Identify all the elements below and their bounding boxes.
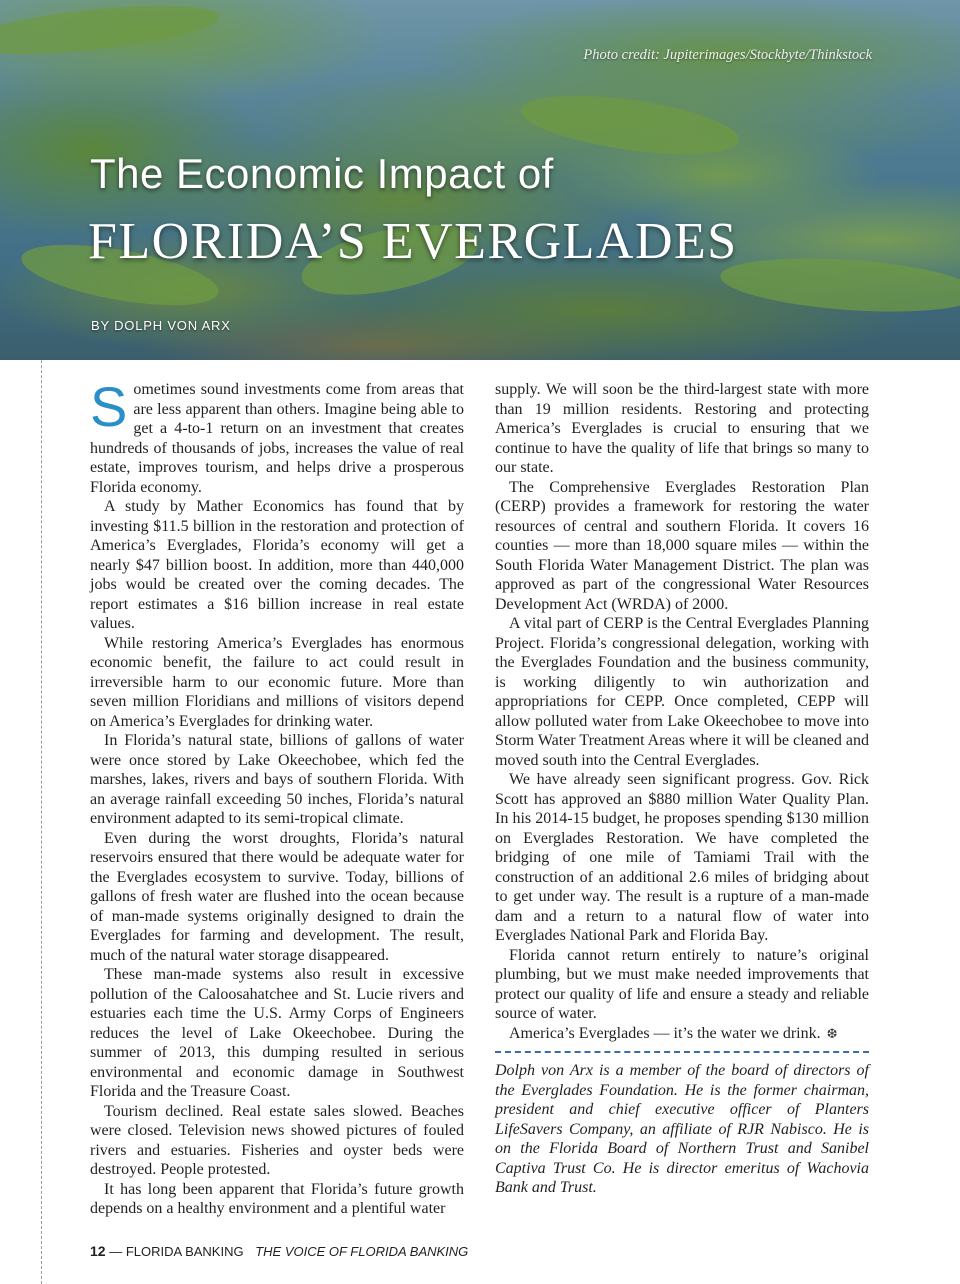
page-number: 12 — [90, 1243, 106, 1259]
article-paragraph: Tourism declined. Real estate sales slowed. Beaches were closed. Television news showed pictures of fouled rivers and estuaries. Fisheries and oyster beds were destroyed. People protested. — [90, 1102, 464, 1178]
article-paragraph: Sometimes sound investments come from areas that are less apparent than others. Imagine being able to get a 4-to-1 return on an investment that creates hundreds of thousands of jobs, increases the value of real estate, improves tourism, and helps drive a prosperous Florida economy. — [90, 375, 464, 496]
magazine-name: FLORIDA BANKING — [125, 1244, 244, 1259]
magazine-tagline: THE VOICE OF FLORIDA BANKING — [255, 1244, 469, 1259]
page-footer — [90, 1243, 468, 1259]
page-title: FLORIDA’S EVERGLADES — [88, 213, 738, 270]
byline: BY DOLPH VON ARX — [91, 318, 231, 333]
article-paragraph: In Florida’s natural state, billions of gallons of water were once stored by Lake Okeechobee, which fed the marshes, lakes, rivers and bays of southern Florida. With an average rainfall exceeding 50 inches, Florida’s natural environment adapted to its semi-tropical climate. — [90, 732, 464, 827]
article-paragraph: Florida cannot return entirely to nature’s original plumbing, but we must make needed improvements that protect our quality of life and ensure a steady and reliable source of water. — [495, 946, 869, 1022]
title-kicker: The Economic Impact of — [90, 150, 554, 197]
article-paragraph: It has long been apparent that Florida’s future growth depends on a healthy environment and a plentiful water — [90, 1180, 464, 1217]
article-paragraph: We have already seen significant progress. Gov. Rick Scott has approved an $880 million Water Quality Plan. In his 2014-15 budget, he proposes spending $130 million on Everglades Restoration. We have completed the bridging of one mile of Tamiami Trail with the construction of an additional 2.6 miles of bridging about to get under way. The result is a rupture of a man-made dam and a return to a natural flow of water into Everglades National Park and Florida Bay. — [495, 771, 869, 944]
article-paragraph: The Comprehensive Everglades Restoration Plan (CERP) provides a framework for restoring the water resources of central and southern Florida. It covers 16 counties — more than 18,000 square miles — within the South Florida Water Management District. The plan was approved as part of the congressional Water Resources Development Act (WRDA) of 2000. — [495, 478, 869, 613]
marsh-island — [0, 0, 221, 63]
article-column-right — [495, 380, 869, 1198]
article-paragraph: These man-made systems also result in excessive pollution of the Caloosahatchee and St. Lucie rivers and estuaries each time the U.S. Army Corps of Engineers reduces the level of Lake Okeechobee. During the summer of 2013, this dumping resulted in serious environmental and economic damage in Southwest Florida and the Treasure Coast. — [90, 966, 464, 1100]
bio-divider — [495, 1051, 869, 1053]
marsh-island — [719, 251, 960, 319]
tree-icon: ❆ — [826, 1025, 838, 1041]
article-paragraph: A vital part of CERP is the Central Everglades Planning Project. Florida’s congressional delegation, working with the Everglades Foundation and the business community, is working diligently to win authorization and appropriations for CEPP. Once completed, CEPP will allow polluted water from Lake Okeechobee to move into Storm Water Treatment Areas where it will be cleaned and moved south into the Central Everglades. — [495, 615, 869, 769]
article-paragraph: Even during the worst droughts, Florida’s natural reservoirs ensured that there would be adequate water for the Everglades ecosystem to survive. Today, billions of gallons of fresh water are flushed into the ocean because of man-made systems originally designed to drain the Everglades for farming and development. The result, much of the natural water storage disappeared. — [90, 829, 464, 964]
drop-cap: S — [90, 375, 128, 438]
article-paragraph: While restoring America’s Everglades has enormous economic benefit, the failure to act could result in irreversible harm to our economic future. More than seven million Floridians and millions of visitors depend on America’s Everglades for drinking water. — [90, 634, 464, 730]
hero-photo — [0, 0, 960, 360]
closing-line: America’s Everglades — it’s the water we drink. ❆ — [509, 1024, 838, 1042]
footer-separator: — — [109, 1244, 123, 1259]
article-paragraph: supply. We will soon be the third-largest state with more than 19 million residents. Restoring and protecting America’s Everglades is crucial to ensuring that we continue to have the quality of life that brings so many to our state. — [495, 381, 869, 476]
photo-credit: Photo credit: Jupiterimages/Stockbyte/Thinkstock — [583, 47, 872, 63]
author-bio: Dolph von Arx is a member of the board of directors of the Everglades Foundation. He is the former chairman, president and chief executive officer of Planters LifeSavers Company, an affiliate of RJR Nabisco. He is on the Florida Board of Northern Trust and Sanibel Captiva Trust Co. He is director emeritus of Wachovia Bank and Trust. — [495, 1062, 869, 1196]
article-paragraph: A study by Mather Economics has found that by investing $11.5 billion in the restoration and protection of America’s Everglades, Florida’s economy will get a nearly $47 billion boost. In addition, more than 440,000 jobs would be created over the coming decades. The report estimates a $16 billion increase in real estate values. — [90, 498, 464, 632]
article-column-left — [90, 375, 464, 1219]
